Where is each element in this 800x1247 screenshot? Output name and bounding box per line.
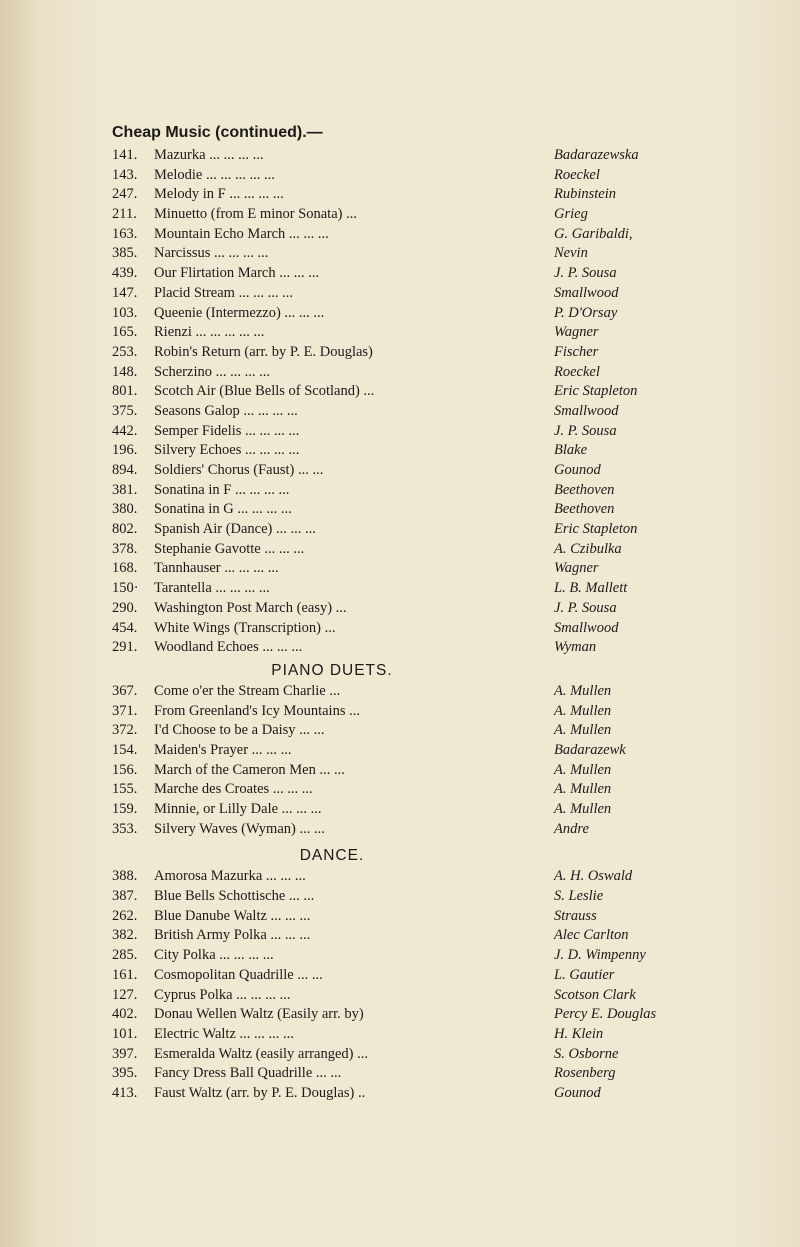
entry-number: 371. bbox=[112, 702, 138, 719]
catalogue-entry bbox=[112, 579, 742, 599]
entry-number: 127. bbox=[112, 986, 138, 1003]
catalogue-entry bbox=[112, 264, 742, 284]
piano-solo-list bbox=[112, 146, 742, 658]
entry-composer: Fischer bbox=[554, 343, 599, 360]
entry-number: 290. bbox=[112, 599, 138, 616]
entry-title: Tarantella ... ... ... ... bbox=[154, 580, 270, 597]
entry-number: 262. bbox=[112, 907, 138, 924]
entry-composer: Rosenberg bbox=[554, 1065, 616, 1082]
entry-title: Tannhauser ... ... ... ... bbox=[154, 560, 279, 577]
entry-title: March of the Cameron Men ... ... bbox=[154, 761, 345, 778]
catalogue-entry bbox=[112, 780, 742, 800]
entry-number: 375. bbox=[112, 402, 138, 419]
entry-number: 165. bbox=[112, 324, 138, 341]
catalogue-entry bbox=[112, 638, 742, 658]
entry-composer: Beethoven bbox=[554, 481, 615, 498]
entry-composer: Andre bbox=[554, 820, 589, 837]
entry-composer: Roeckel bbox=[554, 363, 600, 380]
entry-number: 894. bbox=[112, 462, 138, 478]
entry-composer: A. Mullen bbox=[554, 722, 612, 739]
entry-number: 155. bbox=[112, 781, 138, 798]
entry-number: 367. bbox=[112, 682, 138, 699]
entry-number: 385. bbox=[112, 245, 138, 262]
catalogue-entry bbox=[112, 1005, 742, 1025]
entry-title: Woodland Echoes ... ... ... bbox=[154, 639, 303, 656]
entry-composer: Rubinstein bbox=[554, 186, 617, 203]
entry-composer: Smallwood bbox=[554, 402, 619, 419]
entry-title: Come o'er the Stream Charlie ... bbox=[154, 682, 341, 699]
entry-title: Melody in F ... ... ... ... bbox=[154, 186, 284, 203]
catalogue-entry bbox=[112, 966, 742, 986]
entry-number: 402. bbox=[112, 1006, 138, 1023]
entry-number: 161. bbox=[112, 966, 138, 983]
entry-composer: L. B. Mallett bbox=[554, 580, 628, 597]
entry-title: Minnie, or Lilly Dale ... ... ... bbox=[154, 801, 322, 817]
entry-number: 247. bbox=[112, 186, 138, 203]
entry-title: Cyprus Polka ... ... ... ... bbox=[154, 986, 291, 1003]
entry-composer: Scotson Clark bbox=[554, 986, 636, 1003]
entry-title: From Greenland's Icy Mountains ... bbox=[154, 702, 360, 719]
entry-number: 285. bbox=[112, 947, 138, 964]
music-catalogue bbox=[112, 122, 742, 1104]
entry-composer: Eric Stapleton bbox=[554, 521, 638, 538]
catalogue-entry bbox=[112, 1045, 742, 1065]
catalogue-entry bbox=[112, 721, 742, 741]
catalogue-entry bbox=[112, 986, 742, 1006]
entry-number: 156. bbox=[112, 761, 138, 778]
entry-number: 163. bbox=[112, 225, 138, 242]
entry-title: Washington Post March (easy) ... bbox=[154, 599, 347, 616]
entry-composer: Wagner bbox=[554, 324, 599, 341]
entry-title: Blue Danube Waltz ... ... ... bbox=[154, 907, 311, 924]
catalogue-entry bbox=[112, 800, 742, 820]
entry-composer: Gounod bbox=[554, 1084, 601, 1101]
catalogue-entry bbox=[112, 481, 742, 501]
entry-composer: A. Mullen bbox=[554, 801, 612, 817]
entry-number: 253. bbox=[112, 343, 138, 360]
entry-number: 211. bbox=[112, 206, 137, 223]
catalogue-entry bbox=[112, 540, 742, 560]
entry-title: Robin's Return (arr. by P. E. Douglas) bbox=[154, 343, 373, 360]
catalogue-entry bbox=[112, 185, 742, 205]
entry-composer: A. Mullen bbox=[554, 702, 612, 719]
catalogue-entry bbox=[112, 146, 742, 166]
entry-number: 395. bbox=[112, 1065, 138, 1082]
section-heading-dance: DANCE. bbox=[299, 847, 365, 865]
entry-number: 378. bbox=[112, 540, 138, 557]
entry-composer: Wagner bbox=[554, 560, 599, 577]
entry-title: Silvery Echoes ... ... ... ... bbox=[154, 442, 300, 459]
catalogue-entry bbox=[112, 702, 742, 722]
catalogue-entry bbox=[112, 284, 742, 304]
catalogue-entry bbox=[112, 559, 742, 579]
entry-title: Silvery Waves (Wyman) ... ... bbox=[154, 820, 325, 837]
entry-composer: Wyman bbox=[554, 639, 597, 656]
entry-composer: Nevin bbox=[554, 245, 588, 262]
entry-composer: Badarazewk bbox=[554, 741, 626, 758]
entry-number: 147. bbox=[112, 284, 138, 301]
entry-composer: Smallwood bbox=[554, 619, 619, 636]
entry-composer: P. D'Orsay bbox=[554, 304, 618, 321]
catalogue-entry bbox=[112, 343, 742, 363]
entry-title: Soldiers' Chorus (Faust) ... ... bbox=[154, 462, 324, 478]
entry-number: 397. bbox=[112, 1045, 138, 1062]
entry-number: 159. bbox=[112, 801, 138, 817]
catalogue-entry bbox=[112, 500, 742, 520]
section-heading-piano-duets: PIANO DUETS. bbox=[271, 661, 393, 679]
entry-composer: S. Leslie bbox=[554, 888, 604, 905]
entry-composer: A. Czibulka bbox=[554, 540, 622, 557]
entry-title: Blue Bells Schottische ... ... bbox=[154, 888, 315, 905]
entry-composer: Gounod bbox=[554, 462, 601, 478]
dance-list bbox=[112, 867, 742, 1103]
entry-composer: Smallwood bbox=[554, 284, 619, 301]
entry-number: 388. bbox=[112, 868, 138, 885]
entry-title: Amorosa Mazurka ... ... ... bbox=[154, 868, 306, 885]
entry-title: Sonatina in F ... ... ... ... bbox=[154, 481, 290, 498]
catalogue-entry bbox=[112, 441, 742, 461]
catalogue-entry bbox=[112, 205, 742, 225]
entry-number: 801. bbox=[112, 383, 138, 400]
catalogue-entry bbox=[112, 926, 742, 946]
entry-title: I'd Choose to be a Daisy ... ... bbox=[154, 722, 325, 739]
entry-composer: A. Mullen bbox=[554, 682, 612, 699]
entry-title: Narcissus ... ... ... ... bbox=[154, 245, 269, 262]
catalogue-entry bbox=[112, 363, 742, 383]
entry-composer: A. Mullen bbox=[554, 781, 612, 798]
entry-composer: L. Gautier bbox=[554, 966, 615, 983]
entry-composer: Badarazewska bbox=[554, 147, 639, 163]
catalogue-entry bbox=[112, 323, 742, 343]
entry-number: 413. bbox=[112, 1084, 138, 1101]
catalogue-entry bbox=[112, 304, 742, 324]
catalogue-entry bbox=[112, 166, 742, 186]
entry-number: 148. bbox=[112, 363, 138, 380]
entry-number: 380. bbox=[112, 501, 138, 518]
entry-title: Minuetto (from E minor Sonata) ... bbox=[154, 206, 357, 223]
catalogue-entry bbox=[112, 1084, 742, 1104]
catalogue-entry bbox=[112, 761, 742, 781]
catalogue-entry bbox=[112, 741, 742, 761]
catalogue-entry bbox=[112, 946, 742, 966]
entry-number: 802. bbox=[112, 521, 138, 538]
entry-title: Spanish Air (Dance) ... ... ... bbox=[154, 521, 316, 538]
entry-composer: Percy E. Douglas bbox=[554, 1006, 657, 1023]
entry-title: Queenie (Intermezzo) ... ... ... bbox=[154, 304, 325, 321]
entry-composer: J. P. Sousa bbox=[554, 599, 617, 616]
entry-composer: G. Garibaldi, bbox=[554, 225, 633, 242]
entry-title: Sonatina in G ... ... ... ... bbox=[154, 501, 292, 518]
entry-number: 381. bbox=[112, 481, 138, 498]
entry-number: 439. bbox=[112, 265, 138, 282]
entry-title: Scotch Air (Blue Bells of Scotland) ... bbox=[154, 383, 375, 400]
entry-title: Faust Waltz (arr. by P. E. Douglas) .. bbox=[154, 1084, 366, 1101]
entry-title: Our Flirtation March ... ... ... bbox=[154, 265, 320, 282]
entry-number: 372. bbox=[112, 722, 138, 739]
entry-number: 454. bbox=[112, 619, 138, 636]
entry-title: Donau Wellen Waltz (Easily arr. by) bbox=[154, 1006, 364, 1023]
catalogue-entry bbox=[112, 382, 742, 402]
catalogue-entry bbox=[112, 422, 742, 442]
entry-composer: Eric Stapleton bbox=[554, 383, 638, 400]
entry-title: Esmeralda Waltz (easily arranged) ... bbox=[154, 1045, 368, 1062]
entry-composer: J. P. Sousa bbox=[554, 265, 617, 282]
catalogue-entry bbox=[112, 682, 742, 702]
entry-title: Stephanie Gavotte ... ... ... bbox=[154, 540, 305, 557]
entry-title: Seasons Galop ... ... ... ... bbox=[154, 402, 298, 419]
entry-title: City Polka ... ... ... ... bbox=[154, 947, 274, 964]
catalogue-heading: Cheap Music (continued).— bbox=[112, 124, 323, 141]
entry-title: White Wings (Transcription) ... bbox=[154, 619, 336, 636]
entry-composer: J. D. Wimpenny bbox=[554, 947, 646, 964]
entry-title: Electric Waltz ... ... ... ... bbox=[154, 1025, 294, 1042]
entry-number: 291. bbox=[112, 639, 138, 656]
catalogue-entry bbox=[112, 887, 742, 907]
entry-number: 353. bbox=[112, 820, 138, 837]
entry-title: Melodie ... ... ... ... ... bbox=[154, 166, 275, 183]
catalogue-entry bbox=[112, 225, 742, 245]
entry-title: Fancy Dress Ball Quadrille ... ... bbox=[154, 1065, 342, 1082]
catalogue-entry bbox=[112, 244, 742, 264]
entry-composer: Blake bbox=[554, 442, 588, 459]
catalogue-entry bbox=[112, 402, 742, 422]
entry-number: 154. bbox=[112, 741, 138, 758]
entry-composer: Strauss bbox=[554, 907, 597, 924]
catalogue-entry bbox=[112, 867, 742, 887]
entry-number: 442. bbox=[112, 422, 138, 439]
catalogue-entry bbox=[112, 820, 742, 840]
entry-number: 150· bbox=[112, 580, 139, 597]
entry-title: Cosmopolitan Quadrille ... ... bbox=[154, 966, 323, 983]
entry-title: British Army Polka ... ... ... bbox=[154, 927, 311, 944]
entry-composer: Grieg bbox=[554, 206, 588, 223]
entry-composer: J. P. Sousa bbox=[554, 422, 617, 439]
catalogue-entry bbox=[112, 1064, 742, 1084]
entry-composer: A. Mullen bbox=[554, 761, 612, 778]
entry-number: 382. bbox=[112, 927, 138, 944]
entry-number: 387. bbox=[112, 888, 138, 905]
entry-composer: H. Klein bbox=[554, 1025, 604, 1042]
entry-title: Mazurka ... ... ... ... bbox=[154, 147, 264, 163]
catalogue-entry bbox=[112, 520, 742, 540]
entry-number: 168. bbox=[112, 560, 138, 577]
entry-number: 196. bbox=[112, 442, 138, 459]
catalogue-entry bbox=[112, 907, 742, 927]
catalogue-entry bbox=[112, 1025, 742, 1045]
entry-title: Rienzi ... ... ... ... ... bbox=[154, 324, 265, 341]
catalogue-entry bbox=[112, 599, 742, 619]
entry-title: Maiden's Prayer ... ... ... bbox=[154, 741, 292, 758]
entry-title: Mountain Echo March ... ... ... bbox=[154, 225, 329, 242]
entry-title: Marche des Croates ... ... ... bbox=[154, 781, 313, 798]
entry-composer: Beethoven bbox=[554, 501, 615, 518]
entry-composer: A. H. Oswald bbox=[554, 868, 633, 885]
piano-duets-list bbox=[112, 682, 742, 840]
entry-composer: S. Osborne bbox=[554, 1045, 619, 1062]
catalogue-entry bbox=[112, 619, 742, 639]
entry-title: Placid Stream ... ... ... ... bbox=[154, 284, 293, 301]
entry-number: 143. bbox=[112, 166, 138, 183]
entry-number: 141. bbox=[112, 147, 138, 163]
entry-title: Scherzino ... ... ... ... bbox=[154, 363, 270, 380]
entry-composer: Alec Carlton bbox=[554, 927, 629, 944]
entry-number: 103. bbox=[112, 304, 138, 321]
entry-composer: Roeckel bbox=[554, 166, 600, 183]
entry-number: 101. bbox=[112, 1025, 138, 1042]
entry-title: Semper Fidelis ... ... ... ... bbox=[154, 422, 300, 439]
catalogue-entry bbox=[112, 461, 742, 481]
